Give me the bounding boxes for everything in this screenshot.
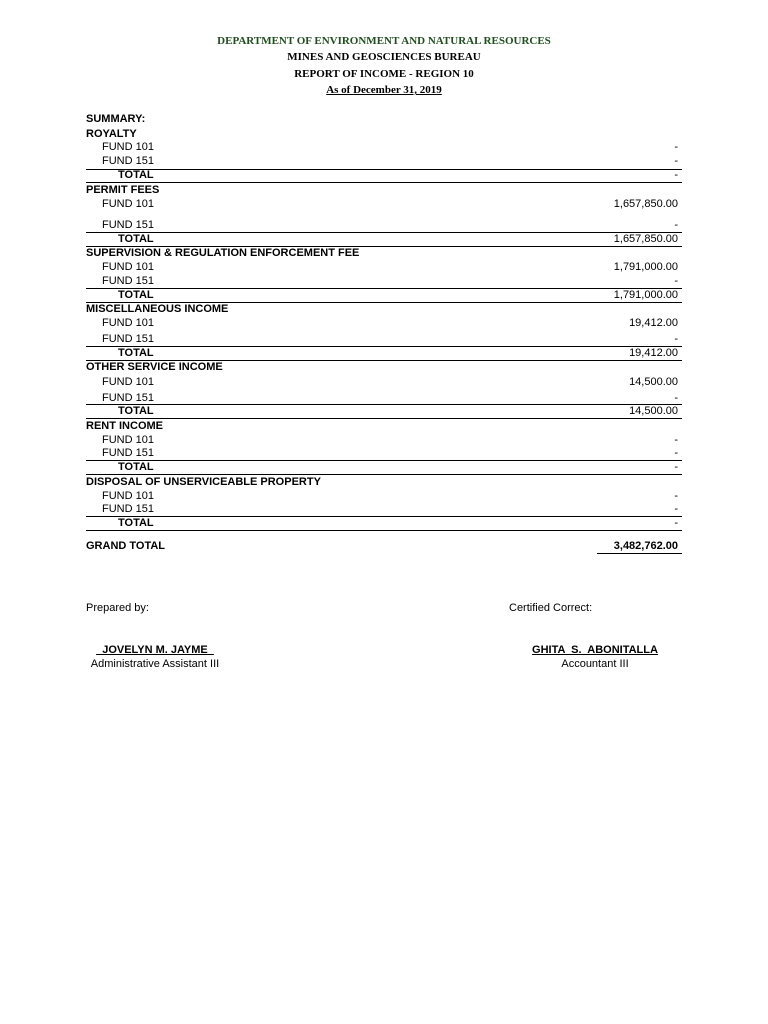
fund-value: - bbox=[674, 392, 678, 404]
total-value: 1,657,850.00 bbox=[613, 233, 678, 245]
supervision-total-row bbox=[86, 289, 682, 303]
fund-value: 14,500.00 bbox=[629, 376, 678, 388]
fund-value: - bbox=[674, 219, 678, 231]
fund-value: 19,412.00 bbox=[629, 317, 678, 329]
rent-income-fund-101-row bbox=[86, 434, 682, 447]
section-supervision-title bbox=[86, 247, 682, 260]
fund-value: - bbox=[674, 490, 678, 502]
total-value: - bbox=[674, 169, 678, 181]
total-label: TOTAL bbox=[118, 169, 154, 181]
summary-heading bbox=[86, 113, 682, 126]
supervision-fund-101-row bbox=[86, 261, 682, 274]
supervision-fund-151-row bbox=[86, 275, 682, 288]
section-title: ROYALTY bbox=[86, 128, 137, 140]
fund-label: FUND 151 bbox=[102, 447, 154, 459]
fund-label: FUND 101 bbox=[102, 490, 154, 502]
disposal-fund-151-row bbox=[86, 503, 682, 516]
department-title: DEPARTMENT OF ENVIRONMENT AND NATURAL RESOURCES bbox=[217, 35, 551, 47]
fund-label: FUND 151 bbox=[102, 219, 154, 231]
fund-value: - bbox=[674, 155, 678, 167]
section-royalty-title bbox=[86, 128, 682, 141]
grand-total-value: 3,482,762.00 bbox=[613, 540, 678, 552]
section-rent-income-title bbox=[86, 420, 682, 433]
misc-income-fund-101-row bbox=[86, 317, 682, 330]
fund-label: FUND 151 bbox=[102, 275, 154, 287]
royalty-fund-151-row bbox=[86, 155, 682, 168]
permit-fees-fund-151-row bbox=[86, 219, 682, 232]
section-title: MISCELLANEOUS INCOME bbox=[86, 303, 229, 315]
fund-label: FUND 151 bbox=[102, 503, 154, 515]
fund-value: - bbox=[674, 434, 678, 446]
section-miscellaneous-income-title bbox=[86, 303, 682, 316]
grand-total-underline bbox=[597, 553, 682, 554]
report-date: As of December 31, 2019 bbox=[326, 84, 442, 96]
total-value: 14,500.00 bbox=[629, 405, 678, 417]
rent-income-fund-151-row bbox=[86, 447, 682, 460]
fund-value: 1,657,850.00 bbox=[613, 198, 678, 210]
disposal-total-row bbox=[86, 517, 682, 531]
summary-label: SUMMARY: bbox=[86, 113, 146, 125]
permit-fees-fund-101-row bbox=[86, 198, 682, 211]
certified-correct-label: Certified Correct: bbox=[509, 602, 593, 614]
disposal-fund-101-row bbox=[86, 490, 682, 503]
other-service-total-row bbox=[86, 405, 682, 419]
section-title: OTHER SERVICE INCOME bbox=[86, 361, 223, 373]
section-title: DISPOSAL OF UNSERVICEABLE PROPERTY bbox=[86, 476, 321, 488]
certifier-name: GHITA S. ABONITALLA bbox=[532, 644, 658, 656]
total-label: TOTAL bbox=[118, 461, 154, 473]
preparer-name: JOVELYN M. JAYME bbox=[96, 644, 214, 656]
fund-value: - bbox=[674, 275, 678, 287]
fund-label: FUND 101 bbox=[102, 141, 154, 153]
other-service-fund-101-row bbox=[86, 376, 682, 389]
section-permit-fees-title bbox=[86, 184, 682, 197]
fund-label: FUND 101 bbox=[102, 198, 154, 210]
misc-income-fund-151-row bbox=[86, 333, 682, 346]
misc-income-total-row bbox=[86, 347, 682, 361]
total-label: TOTAL bbox=[118, 289, 154, 301]
fund-label: FUND 151 bbox=[102, 333, 154, 345]
royalty-fund-101-row bbox=[86, 141, 682, 154]
section-title: PERMIT FEES bbox=[86, 184, 160, 196]
section-title: RENT INCOME bbox=[86, 420, 163, 432]
section-title: SUPERVISION & REGULATION ENFORCEMENT FEE bbox=[86, 247, 360, 259]
rent-income-total-row bbox=[86, 461, 682, 475]
total-value: - bbox=[674, 517, 678, 529]
total-label: TOTAL bbox=[118, 233, 154, 245]
fund-value: 1,791,000.00 bbox=[613, 261, 678, 273]
fund-label: FUND 101 bbox=[102, 434, 154, 446]
fund-label: FUND 101 bbox=[102, 261, 154, 273]
total-value: - bbox=[674, 461, 678, 473]
prepared-by-label: Prepared by: bbox=[86, 602, 149, 614]
royalty-total-row bbox=[86, 169, 682, 183]
fund-value: - bbox=[674, 333, 678, 345]
bureau-title: MINES AND GEOSCIENCES BUREAU bbox=[287, 51, 481, 63]
permit-fees-total-row bbox=[86, 233, 682, 247]
section-disposal-title bbox=[86, 476, 682, 489]
fund-label: FUND 101 bbox=[102, 376, 154, 388]
total-value: 19,412.00 bbox=[629, 347, 678, 359]
total-label: TOTAL bbox=[118, 517, 154, 529]
fund-label: FUND 101 bbox=[102, 317, 154, 329]
certifier-title: Accountant III bbox=[561, 658, 629, 670]
total-label: TOTAL bbox=[118, 347, 154, 359]
fund-value: - bbox=[674, 503, 678, 515]
fund-label: FUND 151 bbox=[102, 392, 154, 404]
fund-value: - bbox=[674, 447, 678, 459]
fund-value: - bbox=[674, 141, 678, 153]
total-value: 1,791,000.00 bbox=[613, 289, 678, 301]
grand-total-row bbox=[86, 539, 682, 553]
grand-total-label: GRAND TOTAL bbox=[86, 540, 166, 552]
report-title: REPORT OF INCOME - REGION 10 bbox=[294, 68, 474, 80]
preparer-title: Administrative Assistant III bbox=[90, 658, 220, 670]
total-label: TOTAL bbox=[118, 405, 154, 417]
fund-label: FUND 151 bbox=[102, 155, 154, 167]
section-other-service-income-title bbox=[86, 361, 682, 374]
